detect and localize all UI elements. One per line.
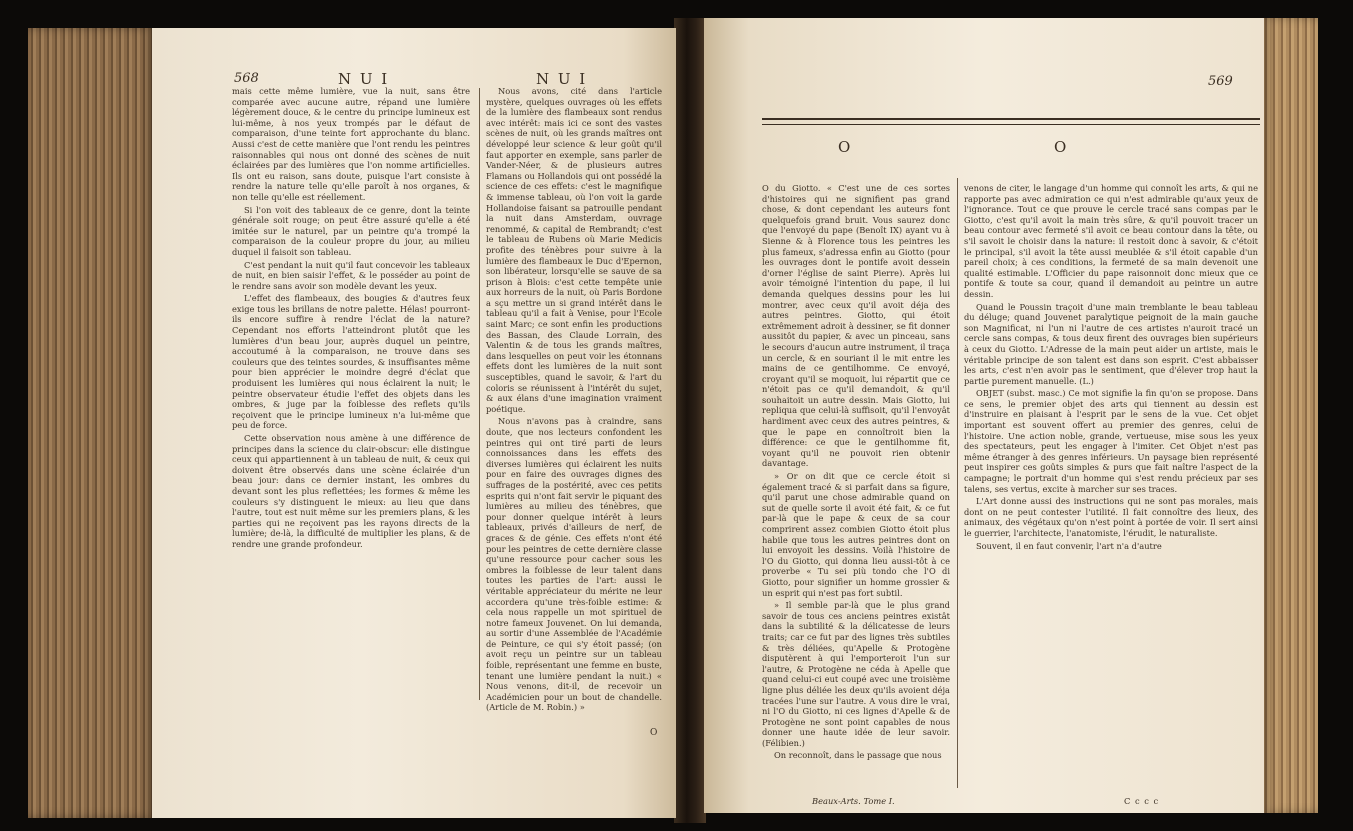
left-catchword: O: [650, 728, 658, 738]
paragraph: » Il semble par-là que le plus grand savoir de tous ces anciens peintres existât dans la subtilité & la délicatesse de leurs traits; car ce fut par des lignes très subtiles & très déliées, qu'Apelle & Protogène disputèrent à qui l'emporteroit l'un sur l'autre, & Protogène ne céda à Apelle que quand celui-ci eut coupé avec une troisième ligne plus déliée les deux qu'ils avoient déja tracées l'une sur l'autre. A vous dire le vrai, ni l'O du Giotto, ni ces lignes d'Apelle & de Protogène ne sont point capables de nous donner une haute idée de leur savoir. (Félibien.): [762, 600, 950, 748]
right-section-letter-2: O: [1054, 138, 1067, 156]
signature-mark: C c c c: [1124, 796, 1160, 806]
header-rule-thick: [762, 118, 1260, 120]
paragraph: Cette observation nous amène à une différence de principes dans la science du clair-obscur: elle distingue ceux qui appartiennent à un tableau de nuit, & ceux qui doivent être observés dans une scène éclairée d'un beau jour: dans ce dernier instant, les ombres du devant sont les plus reflettées; les formes & même les couleurs s'y distinguent le mieux: au lieu que dans l'autre, tout est nuit même sur les premiers plans, & les parties qui ne reçoivent pas les rayons directs de la lumière; de-là, la difficulté de multiplier les plans, & de rendre une grande profondeur.: [232, 433, 470, 549]
paragraph: L'Art donne aussi des instructions qui ne sont pas morales, mais dont on ne peut contester l'utilité. Il fait connoître des lieux, des animaux, des végétaux qu'on n'est point à portée de voir. Il sert ainsi le guerrier, l'architecte, l'anatomiste, l'érudit, le naturaliste.: [964, 496, 1258, 538]
right-column-1: [762, 183, 950, 768]
paragraph: Souvent, il en faut convenir, l'art n'a d'autre: [976, 540, 1162, 551]
paragraph: Nous avons, cité dans l'article mystère, quelques ouvrages où les effets de la lumière des flambeaux sont rendus avec intérêt: mais ici ce sont des vastes scènes de nuit, où les grands maîtres ont développé leur science & leur goût qu'il faut apporter en exemple, sans parler de Vander-Néer, & de plusieurs autres Flamans ou Hollandois qui ont possédé la science de ces effets: c'est le magnifique & immense tableau, où l'on voit la garde Hollandoise faisant sa patrouille pendant la nuit dans Amsterdam, ouvrage renommé, & capital de Rembrandt; c'est le tableau de Rubens où Marie Medicis profite des ténèbres pour suivre à la lumière des flambeaux le Duc d'Epernon, son libérateur, lorsqu'elle se sauve de sa prison à Blois: c'est cette tempête unie aux horreurs de la nuit, où Paris Bordone a sçu mettre un si grand intérêt dans le tableau qu'il a fait à Venise, pour l'Ecole saint Marc; ce sont enfin les productions des Bassan, des Claude Lorrain, des Valentin & de tous les grands maîtres, dans lesquelles on peut voir les étonnans effets dont les lumières de la nuit sont susceptibles, quand le savoir, & l'art du coloris se réunissent à l'intérêt du sujet, & aux élans d'une imagination vraiment poétique.: [486, 86, 662, 414]
right-column-2: [964, 183, 1258, 793]
right-column-divider: [957, 178, 958, 788]
paragraph: mais cette même lumière, vue la nuit, sans être comparée avec aucune autre, répand une lumière légèrement douce, & le centre du principe lumineux est lui-même, à nos yeux trompés par le défaut de comparaison, d'une teinte fort approchante du blanc. Aussi c'est de cette manière que l'ont rendu les peintres raisonnables qui nous ont donné des scènes de nuit éclairées par des lumières que l'on nomme artificielles. Ils ont eu raison, sans doute, puisque l'art consiste à rendre la nature telle qu'elle paroît à nos organes, & non telle qu'elle est réellement.: [232, 86, 470, 202]
left-page-edges: [28, 28, 154, 818]
paragraph: On reconnoît, dans le passage que nous: [774, 750, 942, 761]
paragraph: C'est pendant la nuit qu'il faut concevoir les tableaux de nuit, en bien saisir l'effet, & le posséder au point de le rendre sans avoir son modèle devant les yeux.: [232, 259, 470, 291]
right-section-letter-1: O: [838, 138, 851, 156]
signature-line: Beaux-Arts. Tome I.: [812, 796, 895, 806]
paragraph: L'effet des flambeaux, des bougies & d'autres feux exige tous les brillans de notre palette. Hélas! pourront-ils encore suffire à rendre l'éclat de la nature? Cependant nos efforts l'atteindront plutôt que les lumières d'un beau jour, auprès duquel un peintre, accoutumé à la comparaison, ne trouve dans ses couleurs que des teintes sourdes, & insuffisantes même pour bien apprécier le moindre degré d'éclat que produisent les lumières qui nous éclairent la nuit; le peintre observateur étudie l'effet des objets dans les ombres, & juge par la foiblesse des reflets qu'ils reçoivent que le principe lumineux n'a lui-même que peu de force.: [232, 293, 470, 431]
paragraph: OBJET (subst. masc.) Ce mot signifie la fin qu'on se propose. Dans ce sens, le premier objet des arts qui tiennent au dessin est d'instruire en plaisant à l'esprit par le sens de la vue. Cet objet important est souvent offert au premier des genres, celui de l'histoire. Une action noble, grande, vertueuse, mise sous les yeux des spectateurs, peut les engager à l'imiter. Cet Objet n'est pas même étranger à des genres inférieurs. Un paysage bien représenté peut inspirer ces goûts simples & purs que fait naître l'aspect de la campagne; le portrait d'un homme qui s'est rendu précieux par ses talens, ses vertus, excite à marcher sur ses traces.: [964, 388, 1258, 494]
left-column-divider: [479, 88, 480, 700]
paragraph: venons de citer, le langage d'un homme qui connoît les arts, & qui ne rapporte pas avec admiration ce qui n'est admirable qu'aux yeux de l'ignorance. Tout ce que prouve le cercle tracé sans compas par le Giotto, c'est qu'il avoit la main très sûre, & qu'il pouvoit tracer un beau contour avec fermeté s'il avoit ce beau contour dans la tête, ou s'il savoit le choisir dans la nature: il restoit donc à savoir, & c'étoit le principal, s'il avoit la tête aussi meublée & s'il étoit capable d'un pareil choix; à ces conditions, la fermeté de sa main devenoit une qualité estimable. L'Officier du pape raisonnoit donc mieux que ce pontife & toute sa cour, quand il demandoit au peintre un autre dessin.: [964, 183, 1258, 299]
left-column-2: [486, 86, 662, 713]
right-page: [704, 18, 1264, 813]
book-spine: [674, 18, 706, 823]
right-page-number: 569: [1208, 74, 1233, 89]
left-running-head-1: N U I: [338, 70, 390, 88]
left-running-head-2: N U I: [536, 70, 588, 88]
left-page: [152, 28, 676, 818]
paragraph: Si l'on voit des tableaux de ce genre, dont la teinte générale soit rouge; on peut être assuré qu'elle a été imitée sur le naturel, par un peintre qu'a trompé la comparaison de la couleur propre du jour, au milieu duquel il faisoit son tableau.: [232, 204, 470, 257]
paragraph: Quand le Poussin traçoit d'une main tremblante le beau tableau du déluge; quand Jouvenet paralytique peignoit de la main gauche son Magnificat, ni l'un ni l'autre de ces artistes n'auroit tracé un cercle sans compas, & tous deux firent des ouvrages bien supérieurs à ceux du Giotto. L'Adresse de la main peut aider un artiste, mais le véritable principe de son talent est dans son esprit. C'est abbaisser les arts, c'est n'en avoir pas le sentiment, que d'élever trop haut la partie purement manuelle. (L.): [964, 301, 1258, 386]
paragraph: O du Giotto. « C'est une de ces sortes d'histoires qui ne signifient pas grand chose, & dont cependant les auteurs font quelquefois grand bruit. Vous saurez donc que l'envoyé du pape (Benoît IX) ayant vu à Sienne & à Florence tous les peintres les plus fameux, s'adressa enfin au Giotto (pour les ouvrages dont le pontife avoit dessein d'orner l'église de saint Pierre). Après lui avoir témoigné l'intention du pape, il lui demanda quelques dessins pour les lui montrer, avec ceux qu'il avoit déja des autres peintres. Giotto, qui étoit extrêmement adroit à dessiner, se fit donner aussitôt du papier, & avec un pinceau, sans le secours d'aucun autre instrument, il traça un cercle, & en souriant il le mit entre les mains de ce gentilhomme. Ce envoyé, croyant qu'il se moquoit, lui répartit que ce n'étoit pas ce qu'il demandoit, & qu'il souhaitoit un autre dessin. Mais Giotto, lui repliqua que celui-là suffisoit, qu'il l'envoyât hardiment avec ceux des autres peintres, & que le pape en connoîtroit bien la différence: ce que le gentilhomme fit, voyant qu'il ne pouvoit rien obtenir davantage.: [762, 183, 950, 469]
right-page-edges: [1262, 18, 1318, 813]
header-rule-thin: [762, 124, 1260, 125]
left-page-number: 568: [234, 71, 259, 86]
paragraph: » Or on dit que ce cercle étoit si également tracé & si parfait dans sa figure, qu'il parut une chose admirable quand on sut de quelle sorte il avoit été fait, & ce fut par-là que le pape & ceux de sa cour comprirent assez combien Giotto étoit plus habile que tous les autres peintres dont on lui envoyoit les dessins. Voilà l'histoire de l'O du Giotto, qui donna lieu aussi-tôt à ce proverbe « Tu sei più tondo che l'O di Giotto, pour signifier un homme grossier & un esprit qui n'est pas fort subtil.: [762, 471, 950, 598]
paragraph: Nous n'avons pas à craindre, sans doute, que nos lecteurs confondent les peintres qui ont tiré parti de leurs connoissances dans les effets des diverses lumières qui éclairent les nuits pour en faire des ouvrages dignes des suffrages de la postérité, avec ces petits esprits qui n'ont fait servir le piquant des lumières au milieu des ténèbres, que pour donner quelque intérêt à leurs tableaux, privés d'ailleurs de nerf, de graces & de génie. Ces effets n'ont été pour les peintres de cette dernière classe qu'une ressource pour cacher sous les ombres la foiblesse de leur talent dans toutes les parties de l'art: aussi le véritable appréciateur du mérite ne leur accordera qu'une très-foible estime: & cela nous rappelle un mot spirituel de notre fameux Jouvenet. On lui demanda, au sortir d'une Assemblée de l'Académie de Peinture, ce qui s'y étoit passé; (on avoit reçu un peintre sur un tableau foible, représentant une femme en buste, tenant une lumière pendant la nuit.) « Nous venons, dit-il, de recevoir un Académicien pour un bout de chandelle. (Article de M. Robin.) »: [486, 416, 662, 713]
left-column-1: [232, 86, 470, 646]
